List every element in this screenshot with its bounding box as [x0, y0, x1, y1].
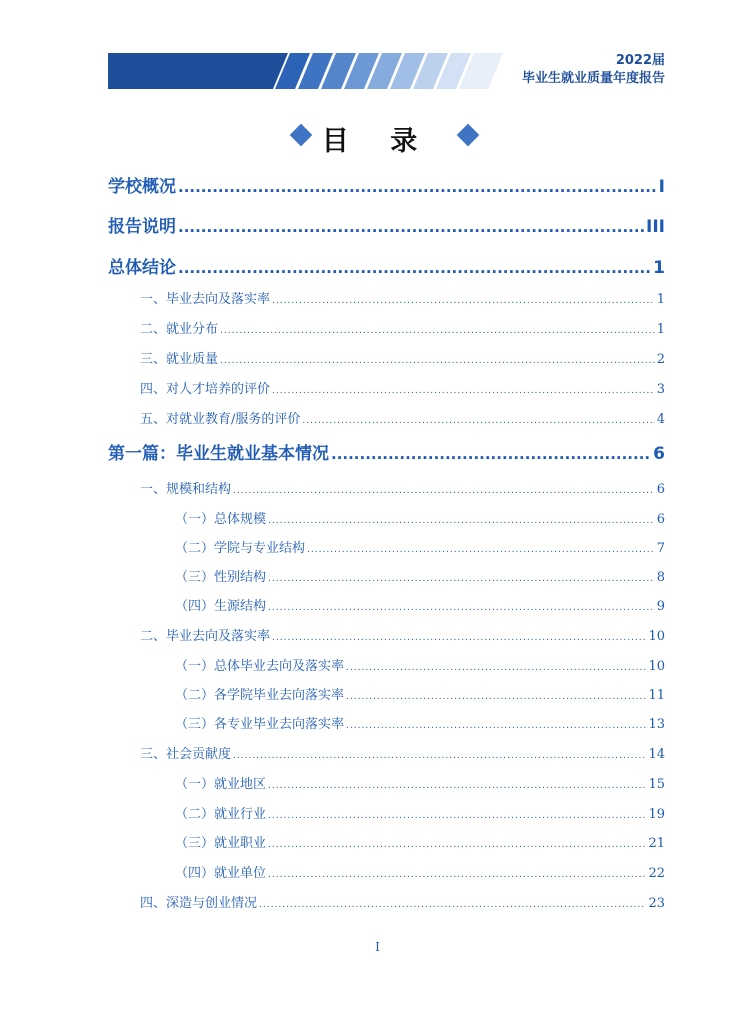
toc-entry[interactable] — [175, 713, 665, 732]
toc-entry-page: 3 — [656, 382, 665, 397]
toc-entry[interactable] — [140, 892, 665, 911]
header-title-block — [522, 52, 665, 88]
toc-entry[interactable] — [175, 566, 665, 585]
header-banner — [108, 53, 503, 89]
toc-entry-page: 13 — [648, 717, 665, 732]
toc-leader-dots — [346, 721, 646, 731]
toc-entry[interactable] — [175, 832, 665, 851]
toc-leader-dots — [233, 486, 655, 496]
toc-leader-dots — [178, 259, 651, 277]
toc-leader-dots — [259, 900, 646, 910]
toc-entry-label: （三）各专业毕业去向落实率 — [175, 717, 345, 732]
toc-leader-dots — [268, 516, 655, 526]
toc-entry[interactable] — [175, 773, 665, 792]
toc-entry[interactable] — [108, 253, 665, 278]
toc-entry-page: 7 — [656, 541, 665, 556]
toc-entry-label: 五、对就业教育/服务的评价 — [140, 412, 301, 427]
toc-entry[interactable] — [140, 625, 665, 644]
toc-entry-label: （一）总体规模 — [175, 512, 267, 527]
toc-entry-label: 四、深造与创业情况 — [140, 896, 258, 911]
toc-entry-label: （四）就业单位 — [175, 866, 267, 881]
toc-entry-label: 学校概况 — [108, 177, 176, 197]
toc-entry-page: 1 — [656, 292, 665, 307]
toc-entry-page: 6 — [656, 482, 665, 497]
toc-entry[interactable] — [140, 348, 665, 367]
toc-entry[interactable] — [140, 408, 665, 427]
toc-entry-page: 21 — [648, 836, 665, 851]
report-subtitle: 毕业生就业质量年度报告 — [521, 71, 665, 86]
toc-entry-page: 8 — [656, 570, 665, 585]
toc-leader-dots — [346, 692, 646, 702]
toc-entry[interactable] — [175, 684, 665, 703]
toc-entry[interactable] — [175, 595, 665, 614]
toc-entry-label: （一）总体毕业去向及落实率 — [175, 659, 345, 674]
toc-title-block — [0, 115, 755, 155]
toc-entry-page: 19 — [648, 807, 665, 822]
toc-leader-dots — [178, 218, 644, 236]
toc-leader-dots — [268, 811, 646, 821]
toc-entry-page: 1 — [656, 322, 665, 337]
page-number: I — [375, 940, 380, 954]
toc-entry-page: 10 — [648, 629, 665, 644]
toc-leader-dots — [302, 416, 654, 426]
toc-entry-page: 22 — [648, 866, 665, 881]
toc-entry-page: 11 — [648, 688, 665, 703]
toc-entry-page: 23 — [648, 896, 665, 911]
toc-leader-dots — [178, 178, 657, 196]
toc-entry-label: 二、毕业去向及落实率 — [140, 629, 271, 644]
report-year: 2022届 — [615, 53, 665, 68]
toc-entry[interactable] — [175, 655, 665, 674]
toc-entry-page: 9 — [656, 599, 665, 614]
toc-entry[interactable] — [108, 172, 665, 197]
toc-leader-dots — [268, 603, 655, 613]
toc-entry-page: 15 — [648, 777, 665, 792]
toc-entry[interactable] — [140, 318, 665, 337]
toc-entry-page: 6 — [656, 512, 665, 527]
toc-entry[interactable] — [175, 803, 665, 822]
toc-leader-dots — [272, 633, 646, 643]
toc-leader-dots — [307, 545, 655, 555]
toc-entry[interactable] — [140, 478, 665, 497]
toc-leader-dots — [272, 296, 655, 306]
toc-entry[interactable] — [140, 288, 665, 307]
toc-entry-label: （二）各学院毕业去向落实率 — [175, 688, 345, 703]
toc-entry-label: （二）学院与专业结构 — [175, 541, 306, 556]
toc-entry[interactable] — [108, 439, 665, 464]
toc-entry-page: I — [658, 177, 665, 197]
toc-entry-label: 报告说明 — [108, 217, 176, 237]
toc-entry-page: III — [646, 217, 665, 237]
toc-entry[interactable] — [108, 212, 665, 237]
toc-leader-dots — [220, 356, 655, 366]
toc-entry-page: 10 — [648, 659, 665, 674]
toc-entry[interactable] — [175, 862, 665, 881]
toc-entry-label: （二）就业行业 — [175, 807, 267, 822]
toc-entry-label: 二、就业分布 — [140, 322, 219, 337]
toc-leader-dots — [331, 445, 651, 463]
toc-leader-dots — [268, 781, 646, 791]
toc-entry-page: 6 — [653, 444, 665, 464]
page-title: 目 录 — [321, 126, 434, 157]
toc-entry-label: 三、就业质量 — [140, 352, 219, 367]
toc-entry[interactable] — [140, 743, 665, 762]
toc-entry-label: （三）就业职业 — [175, 836, 267, 851]
toc-entry-label: 一、规模和结构 — [140, 482, 232, 497]
toc-entry-page: 14 — [648, 747, 665, 762]
toc-leader-dots — [268, 870, 646, 880]
toc-entry-label: 第一篇：毕业生就业基本情况 — [108, 444, 329, 464]
toc-entry[interactable] — [175, 537, 665, 556]
toc-leader-dots — [233, 751, 646, 761]
toc-entry-label: 总体结论 — [108, 258, 176, 278]
toc-leader-dots — [268, 574, 655, 584]
toc-leader-dots — [220, 326, 655, 336]
toc-entry[interactable] — [140, 378, 665, 397]
toc-entry[interactable] — [175, 508, 665, 527]
toc-entry-label: 三、社会贡献度 — [140, 747, 232, 762]
toc-entry-page: 4 — [656, 412, 665, 427]
toc-entry-label: （四）生源结构 — [175, 599, 267, 614]
toc-entry-label: （三）性别结构 — [175, 570, 267, 585]
toc-leader-dots — [272, 386, 655, 396]
toc-entry-label: （一）就业地区 — [175, 777, 267, 792]
toc-entry-page: 2 — [656, 352, 665, 367]
toc-leader-dots — [346, 663, 646, 673]
toc-leader-dots — [268, 840, 646, 850]
toc-entry-label: 一、毕业去向及落实率 — [140, 292, 271, 307]
toc-entry-label: 四、对人才培养的评价 — [140, 382, 271, 397]
toc-entry-page: 1 — [653, 258, 665, 278]
